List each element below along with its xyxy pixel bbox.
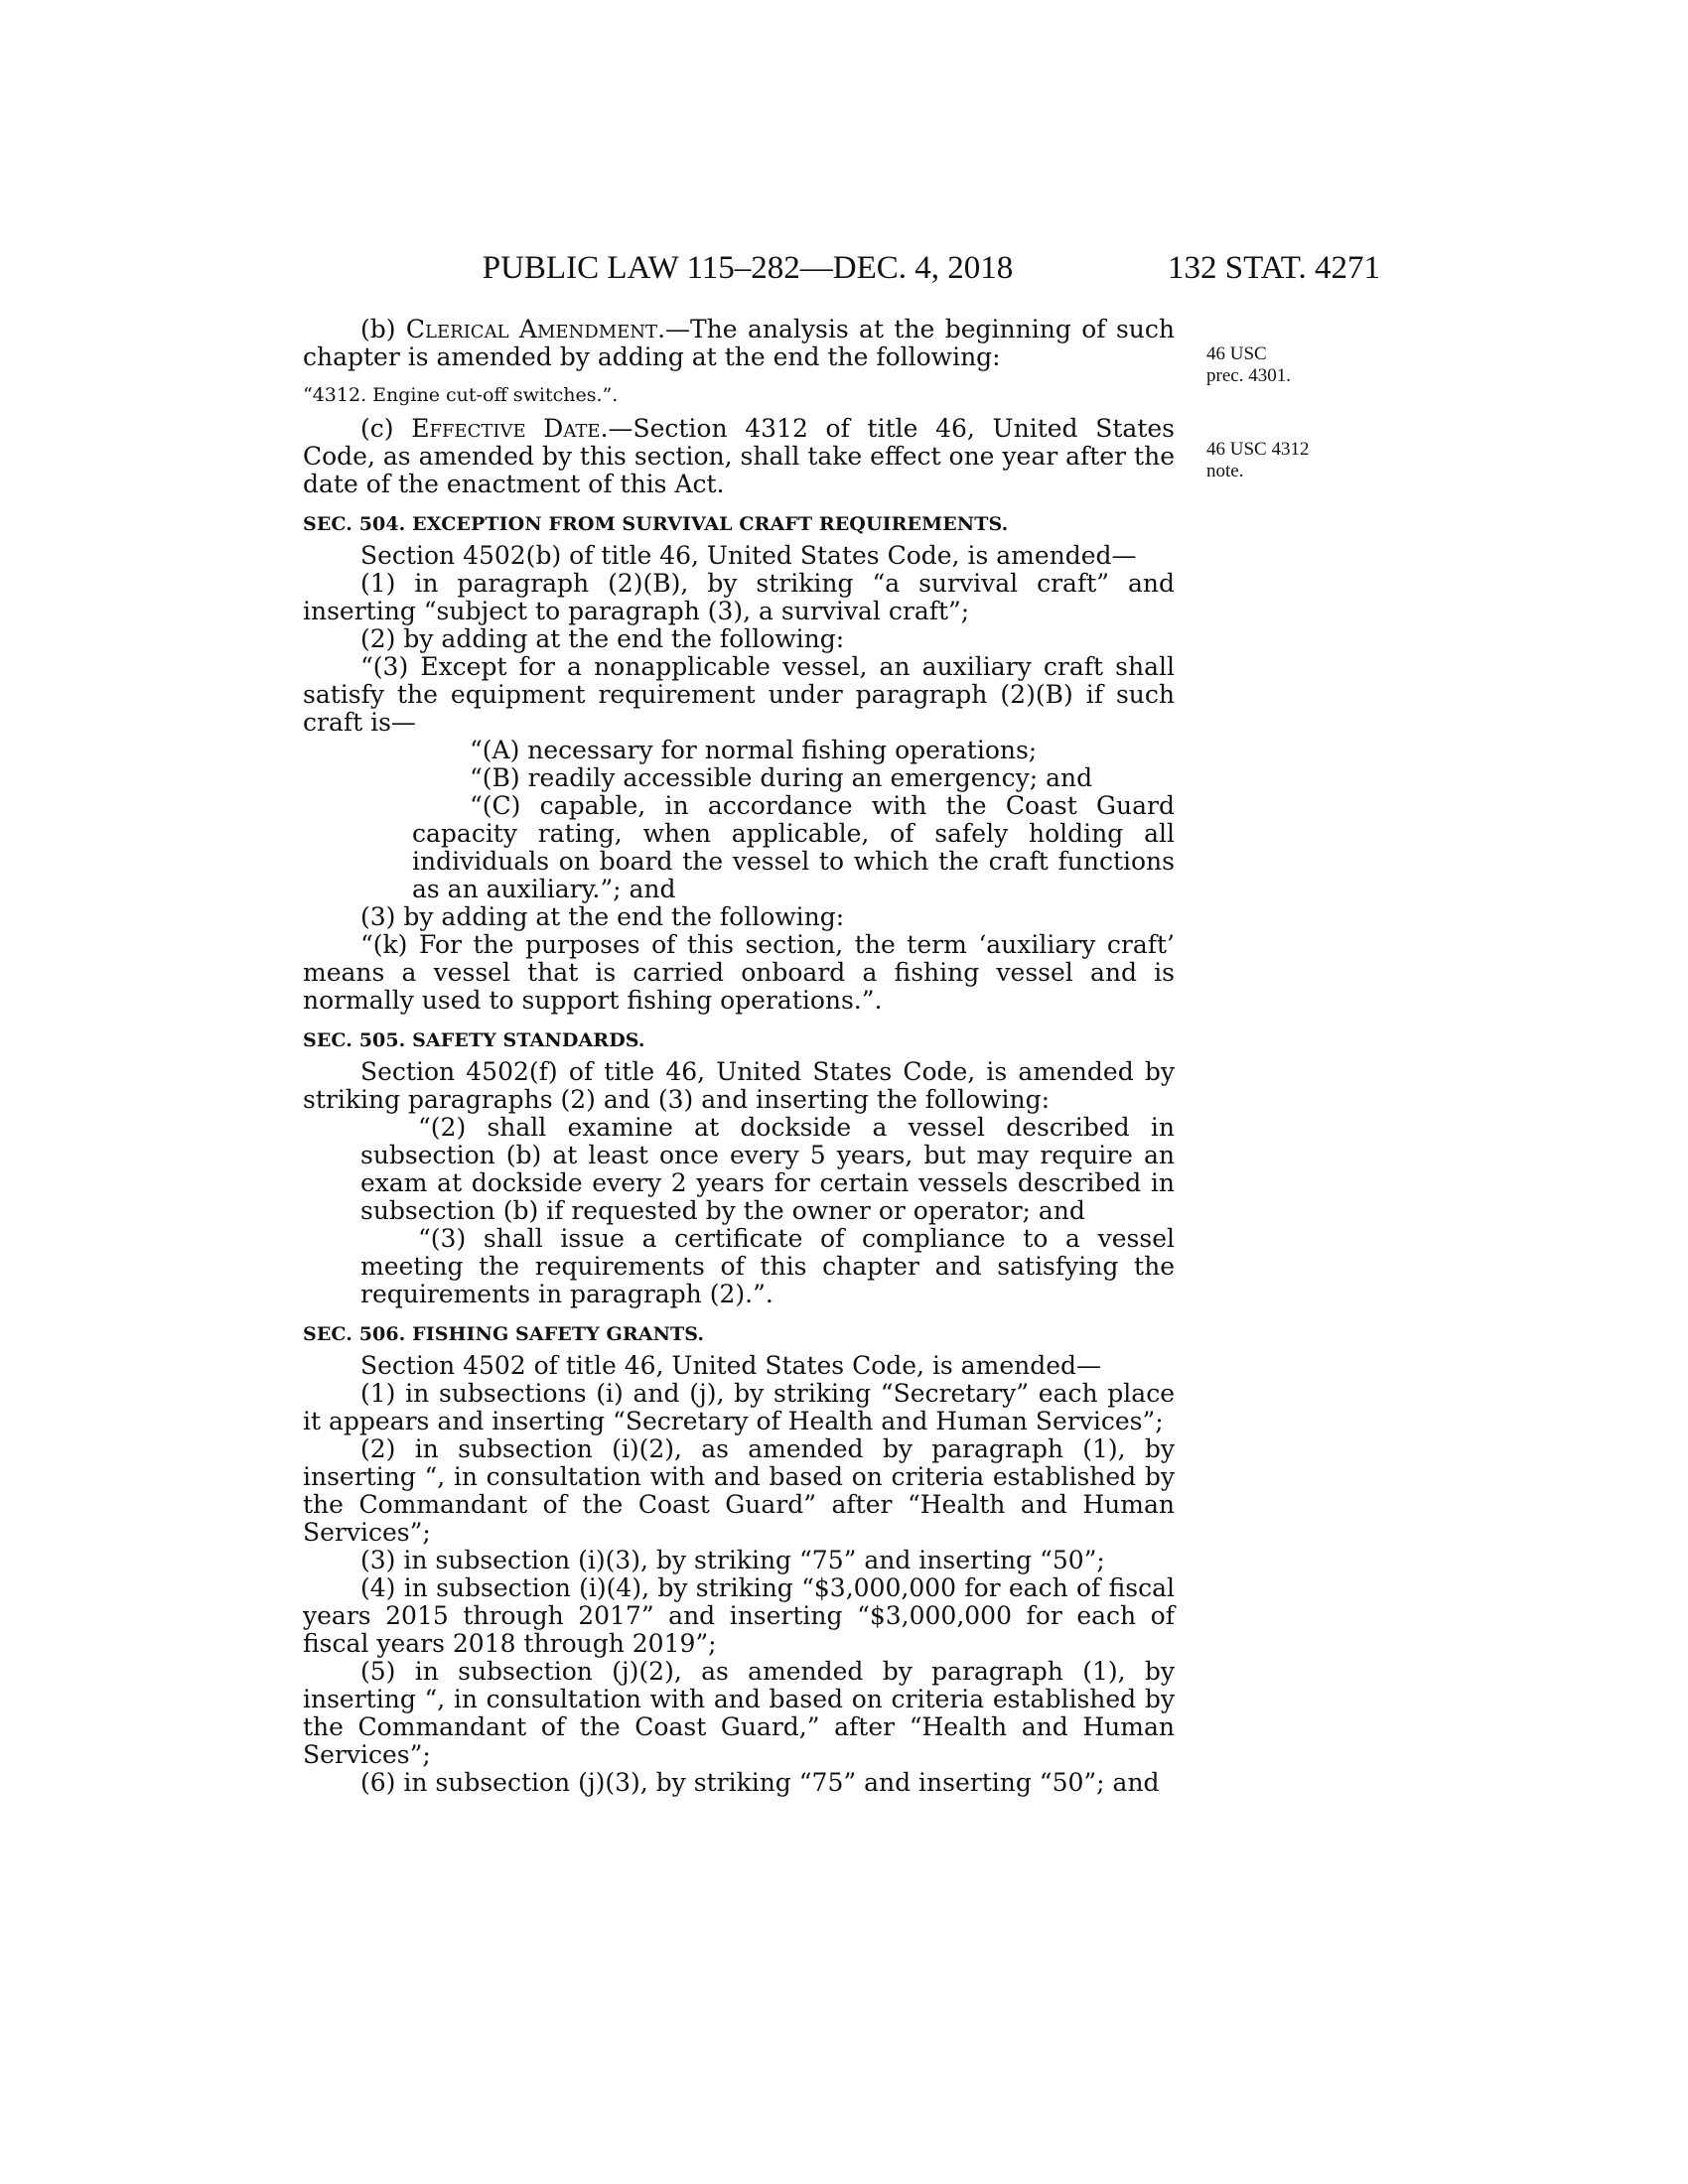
section-intro: Section 4502 of title 46, United States Code, is amended— [360,1351,1102,1380]
clerical-entry: “4312. Engine cut-off switches.”. [303,384,619,406]
paragraph: (1) in paragraph (2)(B), by striking “a survival craft” and inserting “subject to paragraph (3), a survival craft”; [303,569,1175,625]
paragraph: (4) in subsection (i)(4), by striking “$3,000,000 for each of fiscal years 2015 through 2017” and inserting “$3,000,000 for each of fiscal years 2018 through 2019”; [303,1573,1175,1658]
margin-note-line: 46 USC [1206,343,1267,364]
margin-note-line: prec. 4301. [1206,365,1291,386]
quoted-paragraph: “(3) shall issue a certificate of compliance to a vessel meeting the requirements of this chapter and satisfying the requirements in paragraph (2).”. [360,1224,1175,1308]
margin-note-citation [1206,343,1375,387]
quoted-subsection: “(k) For the purposes of this section, the term ‘auxiliary craft’ means a vessel that is carried onboard a fishing vessel and is normally used to support fishing operations.”. [303,930,1175,1015]
margin-note-line: 46 USC 4312 [1206,439,1310,460]
paragraph: (3) by adding at the end the following: [360,902,845,931]
running-head-title: PUBLIC LAW 115–282—DEC. 4, 2018 [482,250,1014,286]
section-heading: SEC. 506. FISHING SAFETY GRANTS. [303,1323,705,1345]
quoted-subparagraph: “(C) capable, in accordance with the Coast Guard capacity rating, when applicable, of safely holding all individuals on board the vessel to which the craft functions as an auxiliary.”; and [412,791,1175,903]
subsection-caption: Effective Date [411,414,601,443]
paragraph: (1) in subsections (i) and (j), by striking “Secretary” each place it appears and inserting “Secretary of Health and Human Services”; [303,1379,1175,1435]
subsection-b [303,316,1175,371]
quoted-subparagraph: “(B) readily accessible during an emergency; and [470,763,1093,792]
running-head [0,250,1688,290]
section-heading: SEC. 505. SAFETY STANDARDS. [303,1029,645,1051]
subsection-label: (b) [360,315,406,343]
section-heading: SEC. 504. EXCEPTION FROM SURVIVAL CRAFT REQUIREMENTS. [303,513,1009,535]
paragraph: (2) in subsection (i)(2), as amended by paragraph (1), by inserting “, in consultation with and based on criteria established by the Commandant of the Coast Guard” after “Health and Human Services”; [303,1434,1175,1547]
subsection-text: .—Section 4312 of title 46, United States Code, as amended by this section, shall take effect one year after the date of the enactment of this Act. [303,414,1175,498]
margin-note-line: note. [1206,461,1244,481]
quoted-paragraph: “(2) shall examine at dockside a vessel described in subsection (b) at least once every 5 years, but may require an exam at dockside every 2 years for certain vessels described in subsection (b) if requested by the owner or operator; and [360,1113,1175,1225]
subsection-label: (c) [360,414,412,443]
paragraph: (3) in subsection (i)(3), by striking “75” and inserting “50”; [360,1546,1105,1574]
quoted-subparagraph: “(A) necessary for normal fishing operations; [470,736,1038,764]
section-intro: Section 4502(f) of title 46, United States Code, is amended by striking paragraphs (2) and (3) and inserting the following: [303,1057,1175,1114]
subsection-c [303,415,1175,498]
margin-note-citation [1206,439,1375,482]
quoted-paragraph: “(3) Except for a nonapplicable vessel, an auxiliary craft shall satisfy the equipment requirement under paragraph (2)(B) if such craft is— [303,652,1175,737]
paragraph: (2) by adding at the end the following: [360,624,845,653]
subsection-caption: Clerical Amendment [405,315,658,343]
paragraph: (5) in subsection (j)(2), as amended by paragraph (1), by inserting “, in consultation with and based on criteria established by the Commandant of the Coast Guard,” after “Health and Human Services”; [303,1657,1175,1769]
subsection-text: .—The analysis at the beginning of such chapter is amended by adding at the end the following: [303,315,1175,371]
paragraph: (6) in subsection (j)(3), by striking “75” and inserting “50”; and [360,1768,1160,1797]
section-intro: Section 4502(b) of title 46, United States Code, is amended— [360,541,1137,570]
document-body [303,316,1175,1797]
statute-page-number: 132 STAT. 4271 [1167,250,1380,286]
